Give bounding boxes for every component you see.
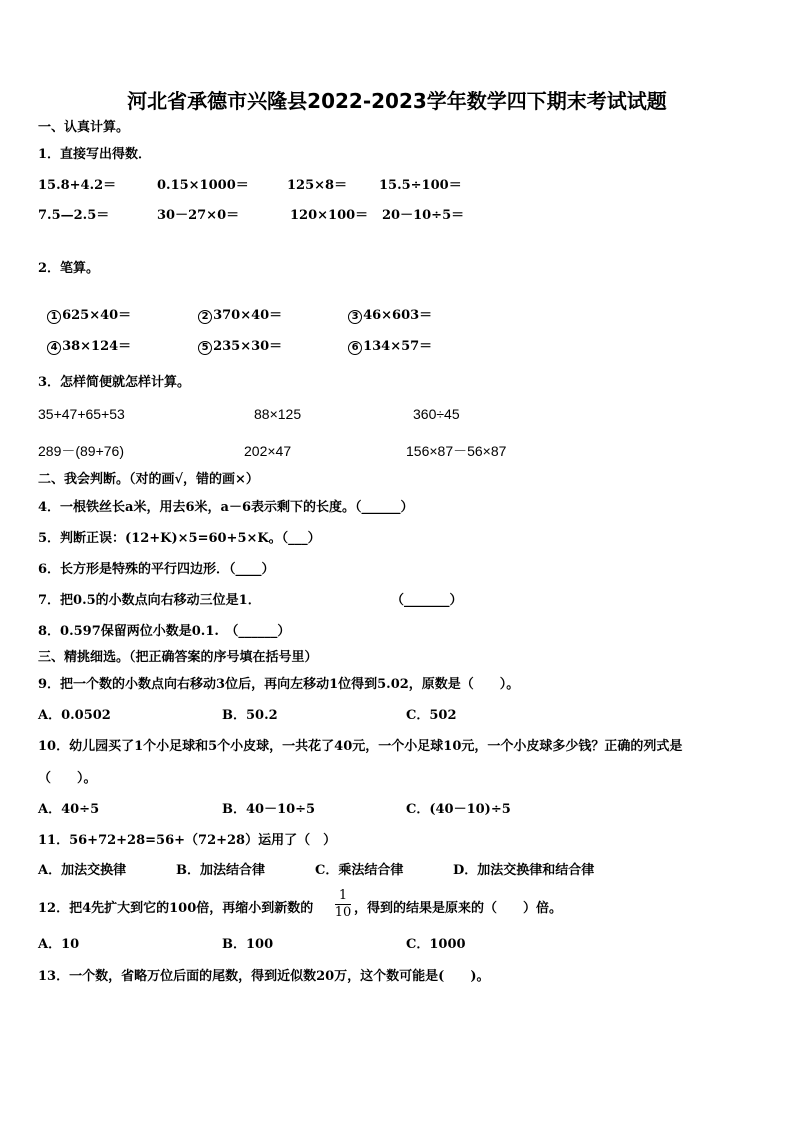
q2-label: 2．笔算。 <box>38 261 100 276</box>
q3-expression: 202×47 <box>244 443 292 459</box>
section-2-heading: 二、我会判断。（对的画√，错的画×） <box>38 472 259 487</box>
page-title: 河北省承德市兴隆县2022-2023学年数学四下期末考试试题 <box>127 89 667 113</box>
section-1-heading: 一、认真计算。 <box>38 120 130 135</box>
q9-text: 9．把一个数的小数点向右移动3位后，再向左移动1位得到5.02，原数是（ ）。 <box>38 677 520 692</box>
q7-blank: （_______） <box>391 593 463 608</box>
option-c: C．(40－10)÷5 <box>406 802 511 817</box>
circled-number: 2 <box>198 310 212 324</box>
q1-item: 120×100＝ <box>290 208 369 223</box>
q2-expression: 134×57＝ <box>363 339 433 354</box>
q1-item: 125×8＝ <box>287 178 348 193</box>
q1-item: 0.15×1000＝ <box>157 178 249 193</box>
q2-item <box>38 323 131 355</box>
circled-number: 1 <box>47 310 61 324</box>
option-a: A．10 <box>38 937 80 952</box>
q3-expression: 289－(89+76) <box>38 443 125 459</box>
q13-text: 13．一个数，省略万位后面的尾数，得到近似数20万，这个数可能是( )。 <box>38 969 490 984</box>
option-c: C．乘法结合律 <box>315 863 404 878</box>
q2-expression: 370×40＝ <box>213 308 283 323</box>
q2-item <box>339 323 432 355</box>
q3-expression: 156×87－56×87 <box>406 443 507 459</box>
q12-text-after: ，得到的结果是原来的（ ）倍。 <box>354 901 563 916</box>
q1-item: 15.8+4.2＝ <box>38 178 117 193</box>
q1-item: 15.5÷100＝ <box>379 178 462 193</box>
option-c: C．1000 <box>406 937 466 952</box>
q1-item: 30－27×0＝ <box>157 208 240 223</box>
q2-expression: 625×40＝ <box>62 308 132 323</box>
circled-number: 3 <box>348 310 362 324</box>
q2-item <box>189 292 282 324</box>
fraction-one-tenth <box>334 889 352 920</box>
q10-text: 10．幼儿园买了1个小足球和5个小皮球，一共花了40元，一个小足球10元，一个小皮球多少钱？正确的列式是 <box>38 739 683 754</box>
circled-number: 4 <box>47 341 61 355</box>
q3-expression: 35+47+65+53 <box>38 406 125 422</box>
q1-item: 20－10÷5＝ <box>382 208 465 223</box>
q8-text: 8．0.597保留两位小数是0.1. （______） <box>38 624 291 639</box>
q7-text: 7．把0.5的小数点向右移动三位是1． <box>38 593 261 608</box>
q10-text-continued: （ ）。 <box>38 771 97 786</box>
q2-expression: 38×124＝ <box>62 339 132 354</box>
q2-item <box>38 292 131 324</box>
q12-text-before: 12．把4先扩大到它的100倍，再缩小到新数的 <box>38 901 314 916</box>
q2-expression: 46×603＝ <box>363 308 433 323</box>
q5-text: 5．判断正误：(12+K)×5=60+5×K。（___） <box>38 531 321 546</box>
fraction-numerator: 1 <box>338 888 348 903</box>
q2-item <box>339 292 432 324</box>
section-3-heading: 三、精挑细选。（把正确答案的序号填在括号里） <box>38 650 318 665</box>
q3-label: 3．怎样简便就怎样计算。 <box>38 375 191 390</box>
option-b: B．加法结合律 <box>176 863 265 878</box>
circled-number: 5 <box>198 341 212 355</box>
q11-text: 11．56+72+28=56+（72+28）运用了（ ） <box>38 833 337 848</box>
option-a: A．40÷5 <box>38 802 100 817</box>
q1-label: 1．直接写出得数． <box>38 147 152 162</box>
option-b: B．40－10÷5 <box>222 802 316 817</box>
q4-text: 4．一根铁丝长a米，用去6米，a－6表示剩下的长度。（______） <box>38 500 414 515</box>
q3-expression: 88×125 <box>254 406 302 422</box>
q6-text: 6．长方形是特殊的平行四边形．（____） <box>38 562 275 577</box>
q2-expression: 235×30＝ <box>213 339 283 354</box>
q3-expression: 360÷45 <box>413 406 460 422</box>
q1-item: 7.5—2.5＝ <box>38 208 110 223</box>
fraction-denominator: 10 <box>334 905 352 920</box>
circled-number: 6 <box>348 341 362 355</box>
option-b: B．100 <box>222 937 274 952</box>
option-d: D．加法交换律和结合律 <box>453 863 595 878</box>
option-a: A．加法交换律 <box>38 863 127 878</box>
option-a: A．0.0502 <box>38 708 111 723</box>
option-b: B．50.2 <box>222 708 278 723</box>
option-c: C．502 <box>406 708 457 723</box>
q2-item <box>189 323 282 355</box>
